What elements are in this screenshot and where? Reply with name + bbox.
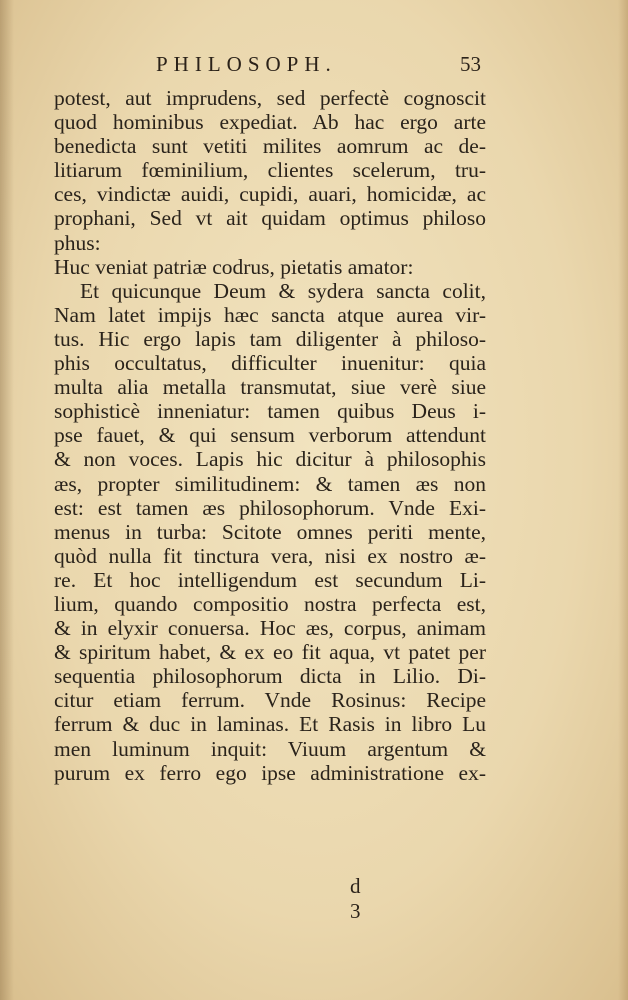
text-line: sophisticè inneniatur: tamen quibus Deus i- (54, 399, 486, 424)
text-line: phus: (54, 230, 101, 255)
text-line: phis occultatus, difficulter inuenitur: quia (54, 351, 486, 376)
text-line: re. Et hoc intelligendum est secundum Li- (54, 567, 486, 592)
text-line: sequentia philosophorum dicta in Lilio. Di- (54, 664, 486, 689)
body-text (54, 86, 486, 785)
text-line: æs, propter similitudinem: & tamen æs non (54, 471, 486, 496)
page-footer (350, 874, 430, 923)
text-line: & spiritum habet, & ex eo fit aqua, vt patet per (54, 640, 486, 665)
text-line: quòd nulla fit tinctura vera, nisi ex nostro æ- (54, 543, 486, 568)
text-line: multa alia metalla transmutat, siue verè siue (54, 375, 486, 400)
text-line: prophani, Sed vt ait quidam optimus philoso (54, 206, 486, 231)
text-line: benedicta sunt vetiti milites aomrum ac de- (54, 134, 486, 159)
text-line: ferrum & duc in laminas. Et Rasis in libro Lu (54, 712, 486, 737)
text-line: citur etiam ferrum. Vnde Rosinus: Recipe (54, 688, 486, 713)
running-head: PHILOSOPH. (156, 52, 337, 76)
page-edge-shadow (618, 0, 628, 1000)
signature-mark: d 3 (350, 874, 379, 923)
page-gutter-shadow (0, 0, 14, 1000)
text-line: & in elyxir conuersa. Hoc æs, corpus, animam (54, 616, 486, 641)
text-line: menus in turba: Scitote omnes periti mente, (54, 519, 486, 544)
verse-line: Et quicunque Deum & sydera sancta colit, (80, 278, 486, 303)
text-line: men luminum inquit: Viuum argentum & (54, 736, 486, 761)
page-number: 53 (460, 52, 481, 76)
text-line: Nam latet impijs hæc sancta atque aurea vir- (54, 302, 486, 327)
verse-line: Huc veniat patriæ codrus, pietatis amator: (54, 254, 414, 279)
text-line: quod hominibus expediat. Ab hac ergo arte (54, 110, 486, 135)
text-line: tus. Hic ergo lapis tam diligenter à philoso- (54, 326, 486, 351)
text-line: est: est tamen æs philosophorum. Vnde Exi- (54, 495, 486, 520)
text-line: lium, quando compositio nostra perfecta est, (54, 591, 486, 616)
text-line: ces, vindictæ auidi, cupidi, auari, homicidæ, ac (54, 182, 486, 207)
text-line: potest, aut imprudens, sed perfectè cognoscit (54, 86, 486, 110)
text-line: litiarum fœminilium, clientes scelerum, tru- (54, 158, 486, 183)
text-line: pse fauet, & qui sensum verborum attendunt (54, 423, 486, 448)
page-header (54, 50, 494, 80)
text-line: purum ex ferro ego ipse administratione ex- (54, 760, 486, 785)
text-line: & non voces. Lapis hic dicitur à philosophis (54, 447, 486, 472)
